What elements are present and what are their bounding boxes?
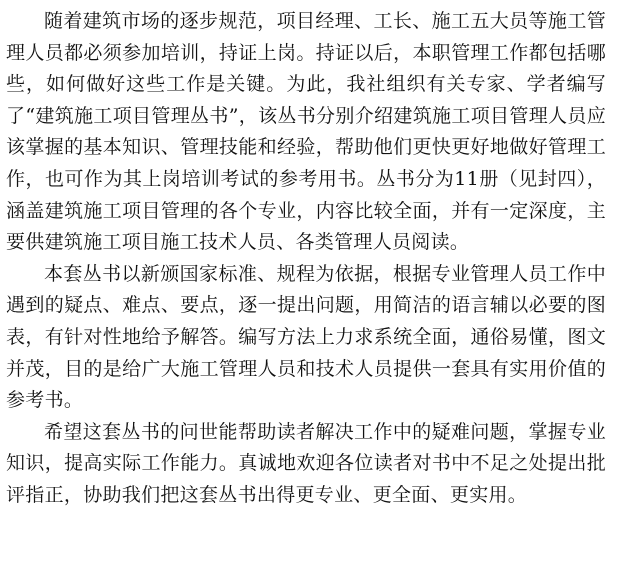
paragraph-content: 本套丛书以新颁国家标准、规程为依据，根据专业管理人员工作中遇到的疑点、难点、要点，逐一提出问题，用简洁的语言辅以必要的图表，有针对性地给予解答。编写方法上力求系统全面，通俗易懂，图文并茂，目的是给广大施工管理人员和技术人员提供一套具有实用价值的参考书。 xyxy=(6,262,606,412)
paragraph-intro: 随着建筑市场的逐步规范，项目经理、工长、施工五大员等施工管理人员都必须参加培训，持证上岗。持证以后，本职管理工作都包括哪些，如何做好这些工作是关键。为此，我社组织有关专家、学者编写了“建筑施工项目管理丛书”，该丛书分别介绍建筑施工项目管理人员应该掌握的基本知识、管理技能和经验，帮助他们更快更好地做好管理工作，也可作为其上岗培训考试的参考用书。丛书分为11册（见封四），涵盖建筑施工项目管理的各个专业，内容比较全面，并有一定深度，主要供建筑施工项目施工技术人员、各类管理人员阅读。 xyxy=(6,10,606,254)
document-page xyxy=(6,6,606,512)
paragraph-closing: 希望这套丛书的问世能帮助读者解决工作中的疑难问题，掌握专业知识，提高实际工作能力。真诚地欢迎各位读者对书中不足之处提出批评指正，协助我们把这套丛书出得更专业、更全面、更实用。 xyxy=(6,420,606,506)
